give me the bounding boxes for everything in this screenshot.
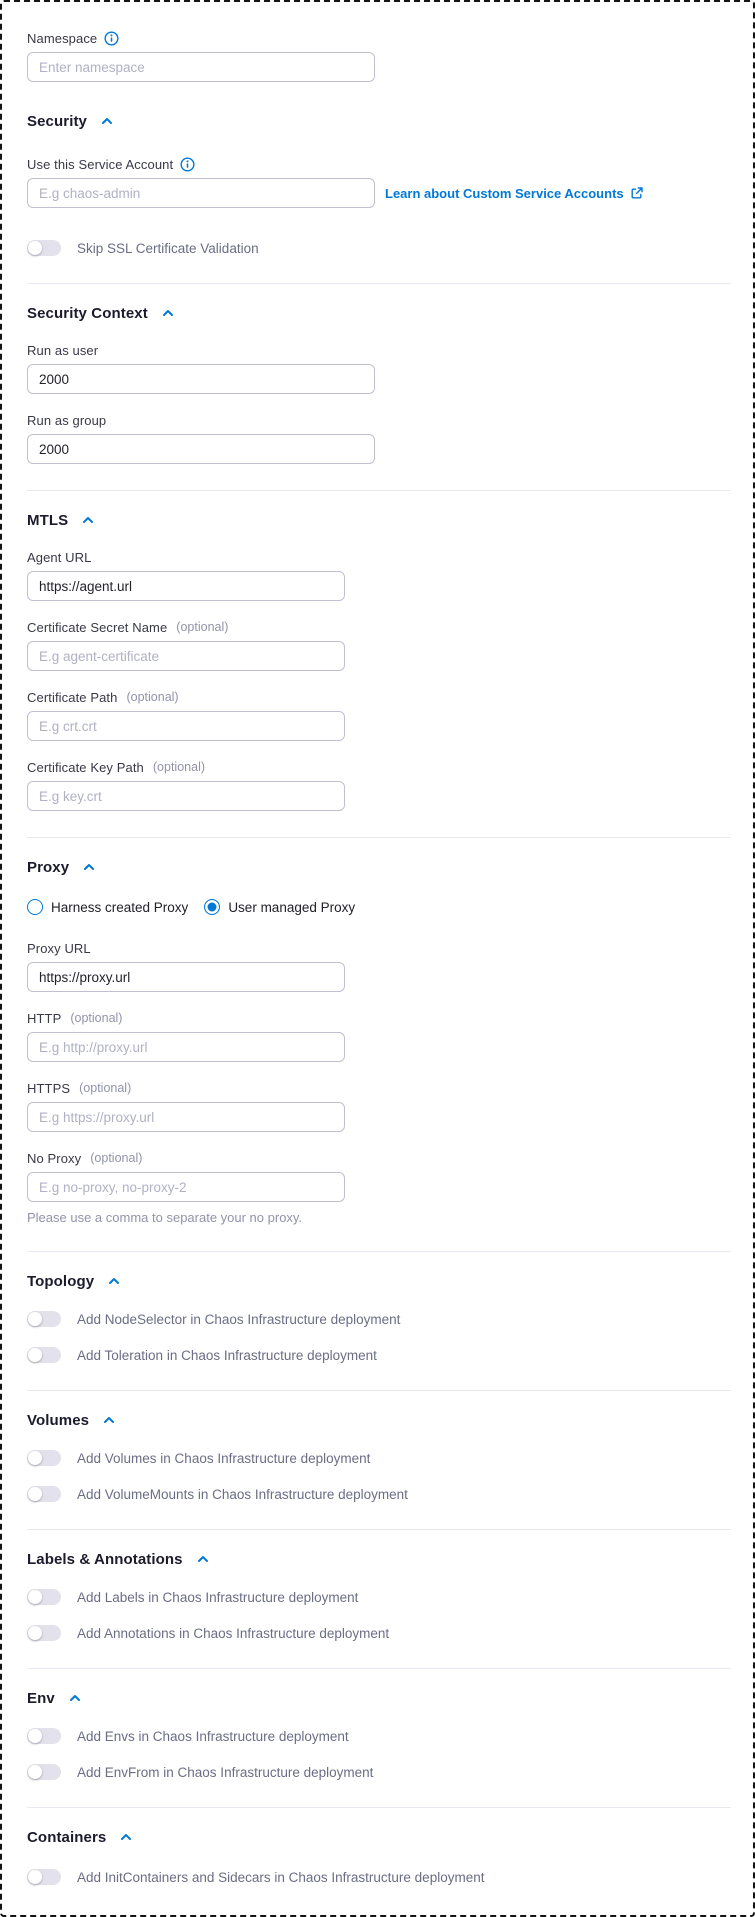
section-divider <box>27 1807 731 1808</box>
toggle-label: Add Volumes in Chaos Infrastructure deployment <box>77 1450 371 1466</box>
section-header-labels-annotations[interactable] <box>27 1550 731 1568</box>
optional-tag: (optional) <box>126 690 179 704</box>
init-containers-toggle-row <box>27 1868 731 1886</box>
section-title: Containers <box>27 1828 107 1846</box>
section-title: Security <box>27 112 87 130</box>
info-icon[interactable] <box>104 31 119 46</box>
section-title: Env <box>27 1689 55 1707</box>
run-as-user-label: Run as user <box>27 342 99 358</box>
radio-harness-created-proxy[interactable] <box>27 899 188 915</box>
certificate-key-path-field <box>27 759 731 811</box>
section-header-volumes[interactable] <box>27 1411 731 1429</box>
chevron-up-icon <box>108 1277 120 1285</box>
skip-ssl-toggle[interactable] <box>27 240 61 256</box>
section-divider <box>27 1251 731 1252</box>
toggle-label: Add EnvFrom in Chaos Infrastructure deployment <box>77 1764 374 1780</box>
external-link-icon <box>630 186 644 200</box>
section-title: Volumes <box>27 1411 90 1429</box>
toggle-label: Skip SSL Certificate Validation <box>77 240 259 256</box>
agent-url-input[interactable] <box>27 571 345 601</box>
custom-service-accounts-link[interactable] <box>385 186 644 201</box>
radio-selected-icon <box>204 899 220 915</box>
run-as-group-input[interactable] <box>27 434 375 464</box>
section-header-security[interactable] <box>27 112 731 130</box>
toggle-knob <box>28 1590 42 1604</box>
optional-tag: (optional) <box>152 760 206 774</box>
toleration-toggle[interactable] <box>27 1347 61 1363</box>
radio-user-managed-proxy[interactable] <box>204 899 355 915</box>
section-title: Security Context <box>27 304 148 322</box>
proxy-url-label: Proxy URL <box>27 940 91 956</box>
https-proxy-field <box>27 1080 731 1132</box>
certificate-secret-name-label: Certificate Secret Name <box>27 619 168 635</box>
toggle-knob <box>28 1312 42 1326</box>
volumes-toggle[interactable] <box>27 1450 61 1466</box>
no-proxy-label: No Proxy <box>27 1150 82 1166</box>
namespace-label: Namespace <box>27 30 98 46</box>
chevron-up-icon <box>83 863 95 871</box>
chevron-up-icon <box>120 1833 132 1841</box>
toggle-label: Add Envs in Chaos Infrastructure deployment <box>77 1728 349 1744</box>
toggle-knob <box>28 1729 42 1743</box>
no-proxy-helper-text: Please use a comma to separate your no proxy. <box>27 1210 303 1225</box>
toggle-knob <box>28 1451 42 1465</box>
section-divider <box>27 837 731 838</box>
toggle-knob <box>28 1348 42 1362</box>
toggle-label: Add Toleration in Chaos Infrastructure deployment <box>77 1347 377 1363</box>
section-divider <box>27 283 731 284</box>
section-title: Proxy <box>27 858 70 876</box>
certificate-path-field <box>27 689 731 741</box>
section-header-env[interactable] <box>27 1689 731 1707</box>
env-from-toggle[interactable] <box>27 1764 61 1780</box>
envs-toggle-row <box>27 1727 731 1745</box>
section-title: Topology <box>27 1272 95 1290</box>
proxy-url-input[interactable] <box>27 962 345 992</box>
namespace-input[interactable] <box>27 52 375 82</box>
run-as-user-field <box>27 342 731 394</box>
volumes-toggle-row <box>27 1449 731 1467</box>
volume-mounts-toggle-row <box>27 1485 731 1503</box>
info-icon[interactable] <box>180 157 195 172</box>
section-header-mtls[interactable] <box>27 511 731 529</box>
service-account-input[interactable] <box>27 178 375 208</box>
section-divider <box>27 1529 731 1530</box>
toggle-label: Add Annotations in Chaos Infrastructure deployment <box>77 1625 390 1641</box>
section-title: MTLS <box>27 511 69 529</box>
run-as-group-label: Run as group <box>27 412 107 428</box>
skip-ssl-toggle-row <box>27 239 731 257</box>
envs-toggle[interactable] <box>27 1728 61 1744</box>
chevron-up-icon <box>162 309 174 317</box>
optional-tag: (optional) <box>79 1081 132 1095</box>
chevron-up-icon <box>101 117 113 125</box>
run-as-group-field <box>27 412 731 464</box>
node-selector-toggle[interactable] <box>27 1311 61 1327</box>
labels-toggle-row <box>27 1588 731 1606</box>
proxy-type-radio-group <box>27 898 731 916</box>
http-proxy-input[interactable] <box>27 1032 345 1062</box>
certificate-key-path-label: Certificate Key Path <box>27 759 144 775</box>
chevron-up-icon <box>103 1416 115 1424</box>
agent-url-label: Agent URL <box>27 549 92 565</box>
section-header-proxy[interactable] <box>27 858 731 876</box>
toggle-knob <box>28 1487 42 1501</box>
toggle-knob <box>28 1626 42 1640</box>
proxy-url-field <box>27 940 731 992</box>
toggle-label: Add Labels in Chaos Infrastructure deployment <box>77 1589 359 1605</box>
toggle-knob <box>28 1870 42 1884</box>
section-title: Labels & Annotations <box>27 1550 183 1568</box>
section-header-containers[interactable] <box>27 1828 731 1846</box>
https-label: HTTPS <box>27 1080 71 1096</box>
certificate-path-input[interactable] <box>27 711 345 741</box>
radio-label: Harness created Proxy <box>51 899 189 915</box>
toggle-label: Add NodeSelector in Chaos Infrastructure deployment <box>77 1311 401 1327</box>
init-containers-toggle[interactable] <box>27 1869 61 1885</box>
certificate-path-label: Certificate Path <box>27 689 118 705</box>
toggle-knob <box>28 1765 42 1779</box>
https-proxy-input[interactable] <box>27 1102 345 1132</box>
certificate-secret-name-input[interactable] <box>27 641 345 671</box>
volume-mounts-toggle[interactable] <box>27 1486 61 1502</box>
labels-toggle[interactable] <box>27 1589 61 1605</box>
link-label: Learn about Custom Service Accounts <box>385 185 624 201</box>
radio-unselected-icon <box>27 899 43 915</box>
run-as-user-input[interactable] <box>27 364 375 394</box>
no-proxy-input[interactable] <box>27 1172 345 1202</box>
agent-url-field <box>27 549 731 601</box>
toggle-label: Add InitContainers and Sidecars in Chaos Infrastructure deployment <box>77 1869 485 1885</box>
chevron-up-icon <box>69 1694 81 1702</box>
section-divider <box>27 490 731 491</box>
annotations-toggle-row <box>27 1624 731 1642</box>
optional-tag: (optional) <box>90 1151 143 1165</box>
toggle-knob <box>28 241 42 255</box>
certificate-secret-name-field <box>27 619 731 671</box>
certificate-key-path-input[interactable] <box>27 781 345 811</box>
no-proxy-field <box>27 1150 731 1225</box>
chevron-up-icon <box>82 516 94 524</box>
namespace-field <box>27 30 731 82</box>
service-account-field <box>27 156 731 208</box>
radio-label: User managed Proxy <box>228 899 356 915</box>
chevron-up-icon <box>197 1555 209 1563</box>
toleration-toggle-row <box>27 1346 731 1364</box>
service-account-label: Use this Service Account <box>27 156 174 172</box>
http-label: HTTP <box>27 1010 62 1026</box>
section-divider <box>27 1390 731 1391</box>
http-proxy-field <box>27 1010 731 1062</box>
section-header-security-context[interactable] <box>27 304 731 322</box>
toggle-label: Add VolumeMounts in Chaos Infrastructure deployment <box>77 1486 408 1502</box>
annotations-toggle[interactable] <box>27 1625 61 1641</box>
section-divider <box>27 1668 731 1669</box>
optional-tag: (optional) <box>176 620 229 634</box>
optional-tag: (optional) <box>70 1011 123 1025</box>
node-selector-toggle-row <box>27 1310 731 1328</box>
section-header-topology[interactable] <box>27 1272 731 1290</box>
env-from-toggle-row <box>27 1763 731 1781</box>
